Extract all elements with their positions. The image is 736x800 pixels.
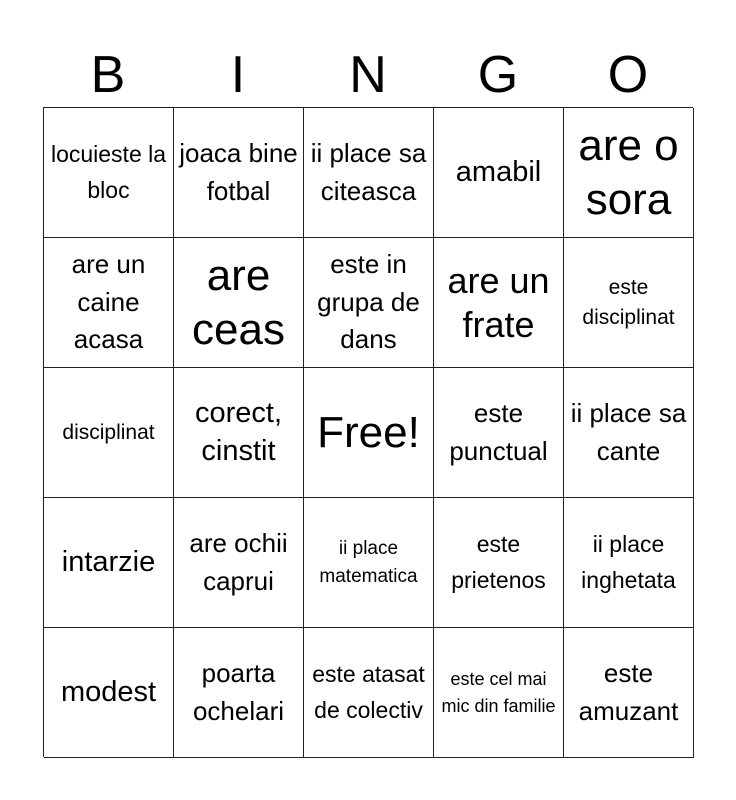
bingo-cell: corect, cinstit bbox=[174, 368, 304, 498]
bingo-cell: intarzie bbox=[44, 498, 174, 628]
bingo-cell: modest bbox=[44, 628, 174, 758]
bingo-cell: ii place matematica bbox=[304, 498, 434, 628]
bingo-cell: este amuzant bbox=[564, 628, 694, 758]
bingo-cell: este punctual bbox=[434, 368, 564, 498]
bingo-cell: este prietenos bbox=[434, 498, 564, 628]
bingo-cell: ii place sa citeasca bbox=[304, 108, 434, 238]
bingo-cell: ii place inghetata bbox=[564, 498, 694, 628]
bingo-cell: locuieste la bloc bbox=[44, 108, 174, 238]
bingo-cell: joaca bine fotbal bbox=[174, 108, 304, 238]
bingo-cell: este atasat de colectiv bbox=[304, 628, 434, 758]
bingo-cell: are un frate bbox=[434, 238, 564, 368]
bingo-grid bbox=[43, 107, 693, 757]
bingo-cell: are o sora bbox=[564, 108, 694, 238]
bingo-cell: este disciplinat bbox=[564, 238, 694, 368]
bingo-cell: are un caine acasa bbox=[44, 238, 174, 368]
bingo-cell: poarta ochelari bbox=[174, 628, 304, 758]
bingo-cell-free: Free! bbox=[304, 368, 434, 498]
bingo-cell: este cel mai mic din familie bbox=[434, 628, 564, 758]
header-letter-b: B bbox=[90, 46, 126, 104]
header-letter-o: O bbox=[607, 46, 649, 104]
bingo-cell: este in grupa de dans bbox=[304, 238, 434, 368]
header-letter-n: N bbox=[349, 46, 387, 104]
bingo-cell: ii place sa cante bbox=[564, 368, 694, 498]
bingo-header bbox=[43, 44, 693, 106]
header-letter-i: I bbox=[230, 46, 246, 104]
bingo-cell: amabil bbox=[434, 108, 564, 238]
header-letter-g: G bbox=[477, 46, 519, 104]
bingo-cell: disciplinat bbox=[44, 368, 174, 498]
bingo-cell: are ochii caprui bbox=[174, 498, 304, 628]
bingo-cell: are ceas bbox=[174, 238, 304, 368]
